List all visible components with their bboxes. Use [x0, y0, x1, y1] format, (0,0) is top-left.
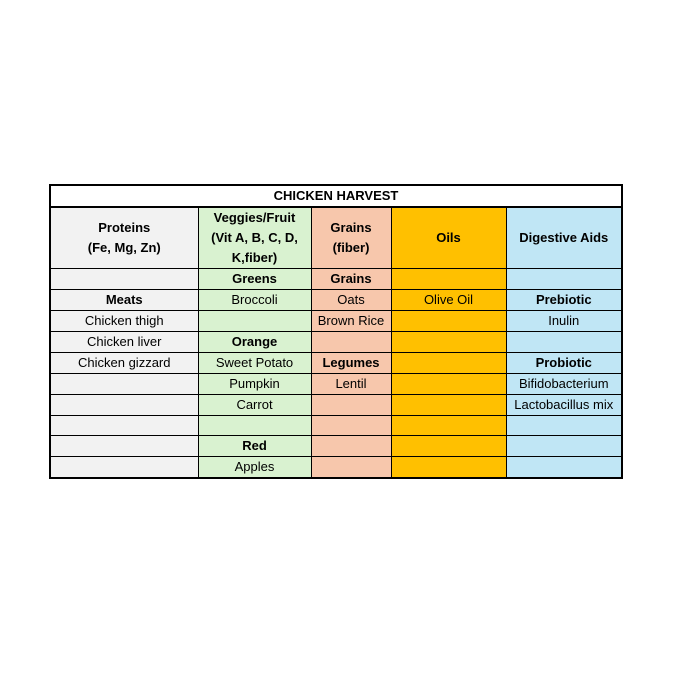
- cell-digestive[interactable]: [506, 436, 622, 457]
- cell-proteins[interactable]: Chicken thigh: [50, 311, 198, 332]
- cell-grains[interactable]: Lentil: [311, 374, 391, 395]
- cell-proteins[interactable]: Chicken liver: [50, 332, 198, 353]
- cell-digestive[interactable]: Inulin: [506, 311, 622, 332]
- header-grains[interactable]: [311, 207, 391, 269]
- cell-proteins[interactable]: [50, 436, 198, 457]
- cell-oils[interactable]: [391, 457, 506, 479]
- header-row: [50, 207, 622, 269]
- cell-digestive[interactable]: [506, 416, 622, 436]
- table-row: [50, 353, 622, 374]
- header-proteins-line-1: Proteins: [98, 220, 151, 235]
- cell-oils[interactable]: [391, 332, 506, 353]
- cell-oils[interactable]: [391, 416, 506, 436]
- cell-proteins[interactable]: [50, 374, 198, 395]
- title-row: [50, 185, 622, 207]
- table-row: [50, 332, 622, 353]
- cell-oils[interactable]: [391, 374, 506, 395]
- cell-oils[interactable]: [391, 436, 506, 457]
- cell-oils[interactable]: Olive Oil: [391, 290, 506, 311]
- table-row: [50, 290, 622, 311]
- table-title[interactable]: CHICKEN HARVEST: [50, 185, 622, 207]
- header-grains-line-2: (fiber): [332, 240, 370, 255]
- table-row: [50, 374, 622, 395]
- cell-veggies[interactable]: Greens: [198, 269, 311, 290]
- cell-veggies[interactable]: Red: [198, 436, 311, 457]
- table-row: [50, 311, 622, 332]
- cell-veggies[interactable]: Carrot: [198, 395, 311, 416]
- cell-digestive[interactable]: Prebiotic: [506, 290, 622, 311]
- cell-digestive[interactable]: Probiotic: [506, 353, 622, 374]
- table-row: [50, 269, 622, 290]
- header-veggies-line-3: K,fiber): [231, 250, 278, 265]
- cell-grains[interactable]: Brown Rice: [311, 311, 391, 332]
- cell-veggies[interactable]: Sweet Potato: [198, 353, 311, 374]
- cell-proteins[interactable]: Meats: [50, 290, 198, 311]
- cell-grains[interactable]: Grains: [311, 269, 391, 290]
- cell-veggies[interactable]: Broccoli: [198, 290, 311, 311]
- cell-digestive[interactable]: Bifidobacterium: [506, 374, 622, 395]
- header-grains-line-1: Grains: [330, 220, 372, 235]
- cell-veggies[interactable]: Apples: [198, 457, 311, 479]
- cell-oils[interactable]: [391, 269, 506, 290]
- cell-oils[interactable]: [391, 395, 506, 416]
- header-proteins-line-2: (Fe, Mg, Zn): [87, 240, 161, 255]
- table-row: [50, 457, 622, 479]
- cell-digestive[interactable]: [506, 332, 622, 353]
- cell-veggies[interactable]: [198, 416, 311, 436]
- cell-proteins[interactable]: [50, 269, 198, 290]
- cell-digestive[interactable]: Lactobacillus mix: [506, 395, 622, 416]
- header-proteins[interactable]: [50, 207, 198, 269]
- cell-grains[interactable]: [311, 457, 391, 479]
- cell-grains[interactable]: Oats: [311, 290, 391, 311]
- cell-digestive[interactable]: [506, 457, 622, 479]
- header-veggies-line-2: (Vit A, B, C, D,: [211, 230, 298, 245]
- chicken-harvest-table: [49, 184, 623, 479]
- cell-veggies[interactable]: Pumpkin: [198, 374, 311, 395]
- cell-oils[interactable]: [391, 353, 506, 374]
- cell-grains[interactable]: [311, 436, 391, 457]
- cell-veggies[interactable]: Orange: [198, 332, 311, 353]
- header-oils[interactable]: Oils: [391, 207, 506, 269]
- cell-grains[interactable]: [311, 332, 391, 353]
- header-veggies[interactable]: [198, 207, 311, 269]
- cell-grains[interactable]: [311, 395, 391, 416]
- header-veggies-line-1: Veggies/Fruit: [213, 210, 296, 225]
- cell-oils[interactable]: [391, 311, 506, 332]
- cell-digestive[interactable]: [506, 269, 622, 290]
- cell-veggies[interactable]: [198, 311, 311, 332]
- table-row: [50, 416, 622, 436]
- cell-proteins[interactable]: [50, 457, 198, 479]
- cell-proteins[interactable]: Chicken gizzard: [50, 353, 198, 374]
- header-digestive[interactable]: Digestive Aids: [506, 207, 622, 269]
- cell-grains[interactable]: [311, 416, 391, 436]
- table-row: [50, 436, 622, 457]
- cell-proteins[interactable]: [50, 395, 198, 416]
- table-row: [50, 395, 622, 416]
- cell-grains[interactable]: Legumes: [311, 353, 391, 374]
- cell-proteins[interactable]: [50, 416, 198, 436]
